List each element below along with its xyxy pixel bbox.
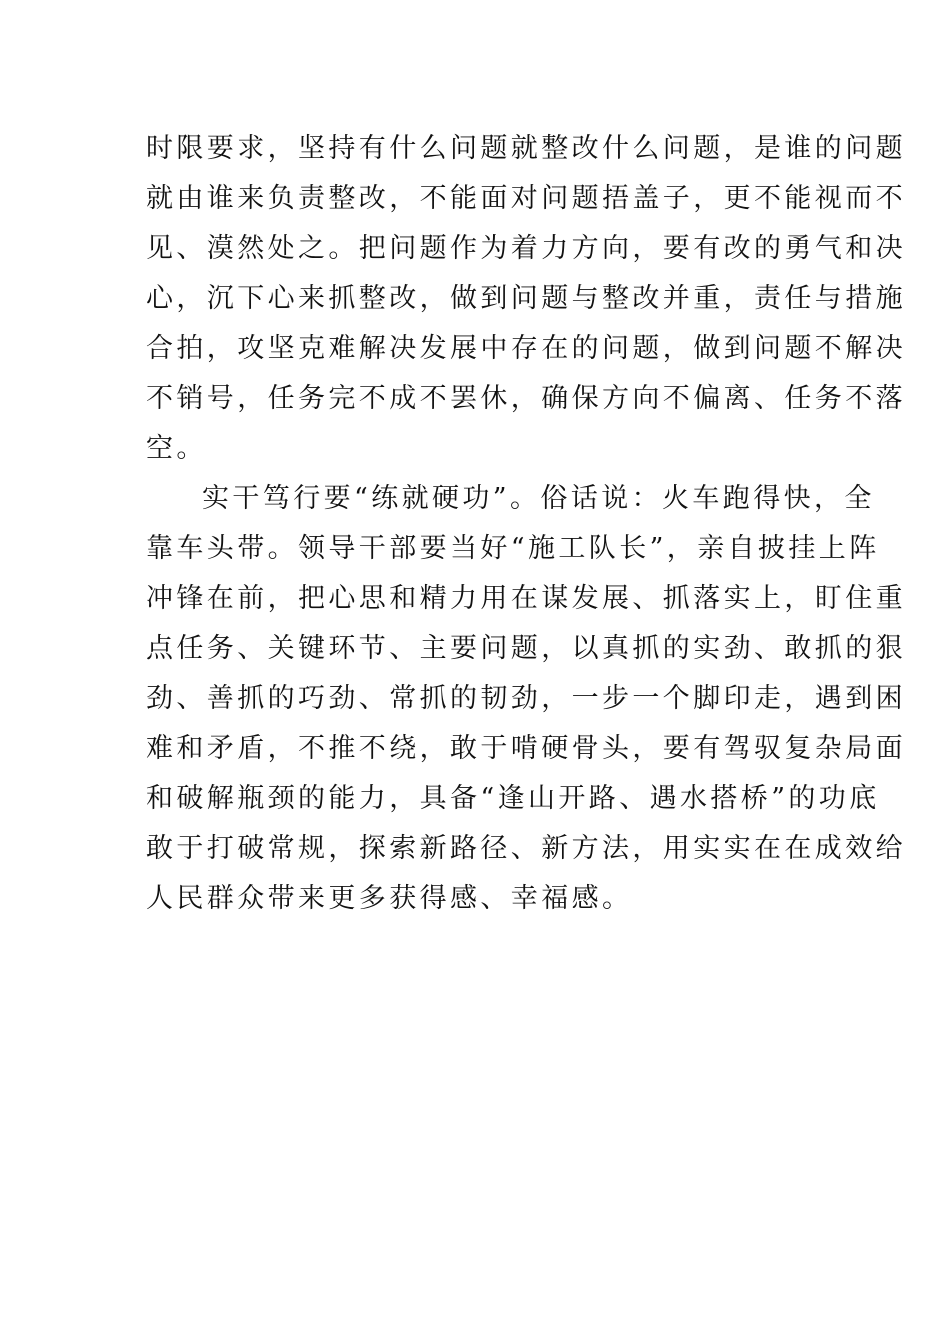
- paragraph-2: [146, 474, 906, 924]
- paragraph-line: 人民群众带来更多获得感、幸福感。: [146, 883, 633, 914]
- paragraph-line: 时限要求，坚持有什么问题就整改什么问题，是谁的问题: [146, 133, 906, 164]
- paragraph-line: 实干笃行要“练就硬功”。俗话说：火车跑得快，全: [202, 483, 875, 514]
- paragraph-line: 见、漠然处之。把问题作为着力方向，要有改的勇气和决: [146, 233, 906, 264]
- paragraph-line: 心，沉下心来抓整改，做到问题与整改并重，责任与措施: [146, 283, 906, 314]
- paragraph-line: 和破解瓶颈的能力，具备“逢山开路、遇水搭桥”的功底: [146, 783, 880, 814]
- paragraph-line: 敢于打破常规，探索新路径、新方法，用实实在在成效给: [146, 833, 906, 864]
- paragraph-line: 冲锋在前，把心思和精力用在谋发展、抓落实上，盯住重: [146, 583, 906, 614]
- paragraph-line: 合拍，攻坚克难解决发展中存在的问题，做到问题不解决: [146, 333, 906, 364]
- paragraph-line: 就由谁来负责整改，不能面对问题捂盖子，更不能视而不: [146, 183, 906, 214]
- paragraph-line: 不销号，任务完不成不罢休，确保方向不偏离、任务不落: [146, 383, 906, 414]
- document-body: [146, 124, 906, 924]
- paragraph-line: 靠车头带。领导干部要当好“施工队长”，亲自披挂上阵: [146, 533, 880, 564]
- paragraph-line: 空。: [146, 433, 207, 464]
- paragraph-line: 劲、善抓的巧劲、常抓的韧劲，一步一个脚印走，遇到困: [146, 683, 906, 714]
- paragraph-1: [146, 124, 906, 474]
- paragraph-line: 点任务、关键环节、主要问题，以真抓的实劲、敢抓的狠: [146, 633, 906, 664]
- paragraph-line: 难和矛盾，不推不绕，敢于啃硬骨头，要有驾驭复杂局面: [146, 733, 906, 764]
